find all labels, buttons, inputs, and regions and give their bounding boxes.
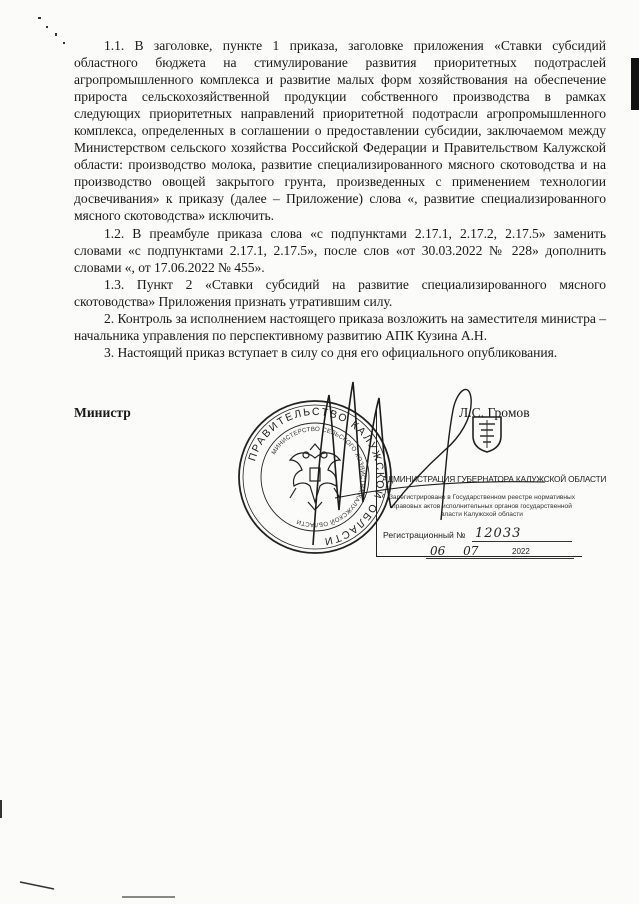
stamp-registration-text: Зарегистрировано в Государственном реестре нормативных правовых актов исполнительных органов государственной власти Калужской области: [388, 494, 576, 519]
scan-edge-mark: [631, 58, 639, 110]
stamp-title: АДМИНИСТРАЦИЯ ГУБЕРНАТОРА КАЛУЖСКОЙ ОБЛАСТИ: [382, 474, 607, 484]
scan-speck: [55, 33, 57, 36]
seal-outer-text: ПРАВИТЕЛЬСТВО КАЛУЖСКОЙ ОБЛАСТИ: [246, 405, 387, 548]
official-seal: [236, 398, 394, 556]
scan-speck: [63, 42, 65, 44]
stamp-date-year: 2022: [512, 547, 530, 556]
stamp-date: [430, 544, 478, 558]
stamp-reg-underline: [472, 541, 572, 542]
stamp-date-underline: [426, 558, 574, 559]
scan-speck: [0, 800, 2, 818]
position-label: Министр: [74, 405, 131, 420]
paragraph-1-1: 1.1. В заголовке, пункте 1 приказа, заголовке приложения «Ставки субсидий областного бюджета на стимулирование развития приоритетных подотраслей агропромышленного комплекса и развитие малых форм хозяйствования на обеспечение прироста сельскохозяйственной продукции собственного производства в рамках следующих приоритетных направлений приоритетной подотрасли агропромышленного комплекса, определенных в соглашении о предоставлении субсидии, заключаемом между Министерством сельского хозяйства Российской Федерации и Правительством Калужской области: производство молока, развитие специализированного мясного скотоводства и на производство овощей закрытого грунта, произведенных с применением технологии досвечивания» к приказу (далее – Приложение) слова «, развитие специализированного мясного скотоводства» исключить.: [74, 38, 606, 224]
coat-of-arms-icon: [470, 414, 504, 454]
svg-text:МИНИСТЕРСТВО СЕЛЬСКОГО ХОЗЯЙСТ: [270, 426, 367, 528]
stamp-reg-number: 12033: [475, 526, 522, 541]
document-body: [74, 37, 606, 361]
eagle-emblem-icon: [290, 444, 340, 510]
paragraph-1-3: 1.3. Пункт 2 «Ставки субсидий на развитие специализированного мясного скотоводства» Приложения признать утратившим силу.: [74, 276, 606, 309]
signer-name: Л.С. Громов: [459, 405, 530, 420]
stamp-date-month: 07: [463, 544, 479, 558]
paragraph-1-2: 1.2. В преамбуле приказа слова «с подпунктами 2.17.1, 2.17.2, 2.17.5» заменить словами «с подпунктами 2.17.1, 2.17.5», после слов «от 30.03.2022 № 228» дополнить словами «, от 17.06.2022 № 455».: [74, 225, 606, 275]
seal-inner-text: МИНИСТЕРСТВО СЕЛЬСКОГО ХОЗЯЙСТВА КАЛУЖСКОЙ ОБЛАСТИ: [270, 425, 367, 529]
scan-smudge: [120, 893, 180, 901]
stamp-date-day: 06: [430, 544, 446, 558]
stamp-reg-label: Регистрационный №: [383, 530, 466, 540]
scan-smudge: [18, 880, 58, 892]
paragraph-2: 2. Контроль за исполнением настоящего приказа возложить на заместителя министра – начальника управления по перспективному развитию АПК Кузина А.Н.: [74, 310, 606, 343]
paragraph-3: 3. Настоящий приказ вступает в силу со дня его официального опубликования.: [104, 344, 558, 360]
scan-speck: [38, 17, 41, 19]
scan-speck: [46, 26, 48, 28]
